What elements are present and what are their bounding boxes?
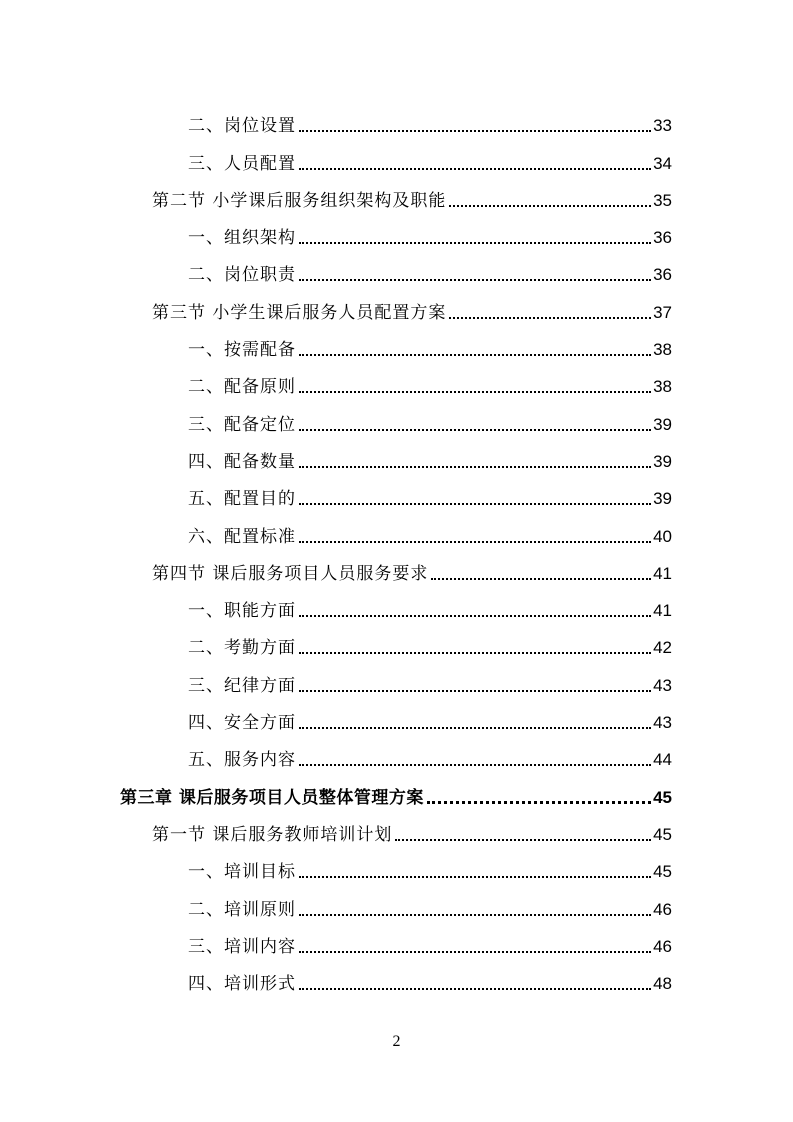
toc-entry-sub[interactable] — [0, 586, 793, 623]
toc-entry-page-number: 45 — [653, 862, 672, 882]
toc-entry-sub[interactable] — [0, 250, 793, 287]
toc-entry-title: 三、纪律方面 — [188, 675, 296, 696]
toc-entry-page-number: 35 — [653, 190, 672, 210]
toc-entry-page-number: 33 — [653, 116, 672, 136]
toc-entry-page-number: 48 — [653, 974, 672, 994]
toc-entry-page-number: 45 — [653, 824, 672, 844]
toc-entry-title: 二、培训原则 — [188, 899, 296, 920]
toc-entry-page-number: 42 — [653, 638, 672, 658]
toc-entry-title: 五、配置目的 — [188, 489, 296, 510]
toc-entry-page-number: 36 — [653, 265, 672, 285]
dot-leader — [299, 764, 651, 766]
toc-entry-title: 第一节 课后服务教师培训计划 — [152, 824, 393, 845]
toc-entry-title: 二、考勤方面 — [188, 638, 296, 659]
toc-entry-page-number: 39 — [653, 451, 672, 471]
toc-entry-page-number: 43 — [653, 713, 672, 733]
toc-entry-title: 一、培训目标 — [188, 862, 296, 883]
dot-leader — [299, 168, 651, 170]
toc-entry-title: 四、配备数量 — [188, 451, 296, 472]
page-number: 2 — [392, 1033, 401, 1050]
dot-leader — [299, 652, 651, 654]
dot-leader — [299, 130, 651, 132]
toc-entry-sub[interactable] — [0, 101, 793, 138]
toc-entry-page-number: 38 — [653, 377, 672, 397]
toc-entry-page-number: 34 — [653, 153, 672, 173]
toc-entry-sub[interactable] — [0, 213, 793, 250]
toc-entry-sub[interactable] — [0, 362, 793, 399]
toc-entry-title: 三、培训内容 — [188, 936, 296, 957]
dot-leader — [299, 951, 651, 953]
dot-leader — [299, 541, 651, 543]
toc-entry-sub[interactable] — [0, 511, 793, 548]
dot-leader — [449, 317, 651, 319]
toc-entry-section[interactable] — [0, 549, 793, 586]
toc-entry-sub[interactable] — [0, 922, 793, 959]
toc-entry-sub[interactable] — [0, 138, 793, 175]
dot-leader — [299, 354, 651, 356]
dot-leader — [299, 727, 651, 729]
toc-entry-title: 第三节 小学生课后服务人员配置方案 — [152, 302, 447, 323]
dot-leader — [299, 391, 651, 393]
table-of-contents — [0, 101, 793, 996]
dot-leader — [299, 242, 651, 244]
toc-entry-sub[interactable] — [0, 959, 793, 996]
toc-entry-title: 第四节 课后服务项目人员服务要求 — [152, 563, 429, 584]
dot-leader — [299, 466, 651, 468]
dot-leader — [299, 690, 651, 692]
toc-entry-title: 三、配备定位 — [188, 414, 296, 435]
toc-entry-page-number: 43 — [653, 675, 672, 695]
toc-entry-title: 五、服务内容 — [188, 750, 296, 771]
dot-leader — [449, 205, 651, 207]
toc-entry-section[interactable] — [0, 287, 793, 324]
toc-entry-title: 二、岗位设置 — [188, 116, 296, 137]
toc-entry-page-number: 39 — [653, 489, 672, 509]
dot-leader — [299, 914, 651, 916]
toc-entry-title: 一、组织架构 — [188, 228, 296, 249]
toc-entry-title: 二、配备原则 — [188, 377, 296, 398]
dot-leader — [299, 988, 651, 990]
toc-entry-title: 一、按需配备 — [188, 340, 296, 361]
toc-entry-page-number: 38 — [653, 340, 672, 360]
toc-entry-page-number: 36 — [653, 228, 672, 248]
toc-entry-title: 第二节 小学课后服务组织架构及职能 — [152, 190, 447, 211]
dot-leader — [395, 839, 651, 841]
toc-entry-section[interactable] — [0, 810, 793, 847]
toc-entry-title: 四、安全方面 — [188, 713, 296, 734]
toc-entry-page-number: 37 — [653, 302, 672, 322]
toc-entry-sub[interactable] — [0, 698, 793, 735]
dot-leader — [431, 578, 651, 580]
toc-entry-sub[interactable] — [0, 884, 793, 921]
toc-entry-title: 二、岗位职责 — [188, 265, 296, 286]
toc-entry-sub[interactable] — [0, 437, 793, 474]
toc-entry-page-number: 45 — [653, 787, 672, 807]
toc-entry-title: 一、职能方面 — [188, 601, 296, 622]
toc-entry-title: 第三章 课后服务项目人员整体管理方案 — [120, 787, 424, 808]
dot-leader — [299, 876, 651, 878]
toc-entry-title: 三、人员配置 — [188, 153, 296, 174]
toc-entry-page-number: 41 — [653, 601, 672, 621]
toc-entry-section[interactable] — [0, 176, 793, 213]
toc-entry-title: 四、培训形式 — [188, 974, 296, 995]
toc-entry-sub[interactable] — [0, 735, 793, 772]
dot-leader — [299, 503, 651, 505]
dot-leader — [299, 429, 651, 431]
toc-entry-sub[interactable] — [0, 325, 793, 362]
toc-entry-sub[interactable] — [0, 474, 793, 511]
toc-entry-chapter[interactable] — [0, 772, 793, 809]
dot-leader — [427, 801, 651, 804]
toc-entry-sub[interactable] — [0, 660, 793, 697]
toc-entry-sub[interactable] — [0, 623, 793, 660]
dot-leader — [299, 615, 651, 617]
toc-entry-page-number: 46 — [653, 936, 672, 956]
dot-leader — [299, 279, 651, 281]
toc-entry-page-number: 44 — [653, 750, 672, 770]
toc-entry-page-number: 40 — [653, 526, 672, 546]
toc-entry-page-number: 46 — [653, 899, 672, 919]
toc-entry-page-number: 39 — [653, 414, 672, 434]
toc-entry-page-number: 41 — [653, 563, 672, 583]
toc-entry-sub[interactable] — [0, 847, 793, 884]
toc-entry-sub[interactable] — [0, 399, 793, 436]
toc-entry-title: 六、配置标准 — [188, 526, 296, 547]
